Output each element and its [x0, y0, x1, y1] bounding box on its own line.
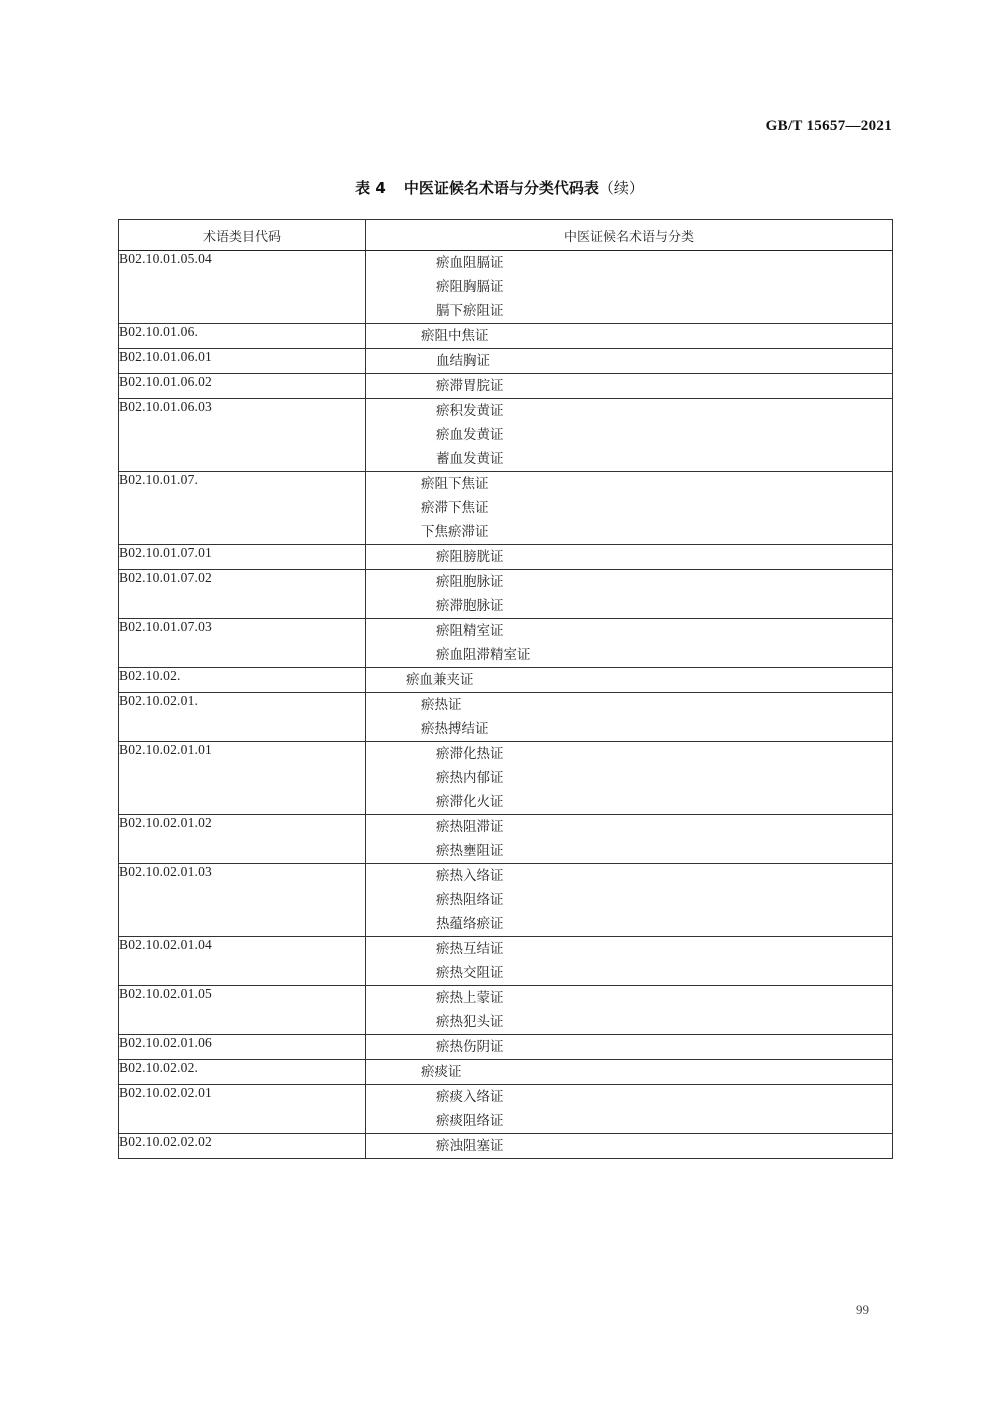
syndrome-term: 瘀痰入络证 [436, 1089, 504, 1105]
syndrome-term: 瘀热搏结证 [421, 721, 489, 737]
terms-cell [366, 815, 893, 864]
table-row [119, 324, 893, 349]
syndrome-term: 膈下瘀阻证 [436, 303, 504, 319]
syndrome-term: 蓄血发黄证 [436, 451, 504, 467]
syndrome-term: 瘀滞胃脘证 [436, 378, 504, 394]
table-body [119, 251, 893, 1159]
category-code: B02.10.01.07.03 [119, 619, 366, 668]
terms-cell [366, 374, 893, 399]
table-row [119, 668, 893, 693]
category-code: B02.10.02.01. [119, 693, 366, 742]
category-code: B02.10.02.01.04 [119, 937, 366, 986]
table-row [119, 986, 893, 1035]
terms-cell [366, 570, 893, 619]
syndrome-term: 瘀浊阻塞证 [436, 1138, 504, 1154]
syndrome-term: 瘀阻精室证 [436, 623, 504, 639]
table-header-row [119, 220, 893, 251]
terms-cell [366, 349, 893, 374]
syndrome-term: 瘀阻胞脉证 [436, 574, 504, 590]
table-caption [0, 177, 999, 198]
terms-cell [366, 399, 893, 472]
terms-cell [366, 986, 893, 1035]
category-code: B02.10.02.02. [119, 1060, 366, 1085]
table-row [119, 937, 893, 986]
syndrome-term: 瘀热内郁证 [436, 770, 504, 786]
table-row [119, 349, 893, 374]
syndrome-term: 瘀血发黄证 [436, 427, 504, 443]
standard-code: GB/T 15657—2021 [765, 118, 892, 134]
terms-cell [366, 1134, 893, 1159]
category-code: B02.10.01.06.02 [119, 374, 366, 399]
terms-cell [366, 693, 893, 742]
terms-cell [366, 864, 893, 937]
syndrome-term: 瘀积发黄证 [436, 403, 504, 419]
column-header-terms: 中医证候名术语与分类 [366, 220, 893, 251]
terms-cell [366, 1060, 893, 1085]
category-code: B02.10.01.06.03 [119, 399, 366, 472]
column-header-code: 术语类目代码 [119, 220, 366, 251]
syndrome-term: 瘀痰证 [421, 1064, 462, 1080]
table-row [119, 693, 893, 742]
terms-cell [366, 472, 893, 545]
table-row [119, 1035, 893, 1060]
category-code: B02.10.01.05.04 [119, 251, 366, 324]
terms-cell [366, 937, 893, 986]
syndrome-term: 瘀热上蒙证 [436, 990, 504, 1006]
syndrome-term: 下焦瘀滞证 [421, 524, 489, 540]
terms-cell [366, 545, 893, 570]
category-code: B02.10.02.01.05 [119, 986, 366, 1035]
terms-cell [366, 1085, 893, 1134]
table-row [119, 742, 893, 815]
terms-cell [366, 668, 893, 693]
table-row [119, 251, 893, 324]
table-row [119, 815, 893, 864]
terms-table [118, 219, 893, 1159]
table-row [119, 472, 893, 545]
table-row [119, 1085, 893, 1134]
category-code: B02.10.01.07.01 [119, 545, 366, 570]
syndrome-term: 瘀热阻络证 [436, 892, 504, 908]
syndrome-term: 瘀阻下焦证 [421, 476, 489, 492]
syndrome-term: 瘀热犯头证 [436, 1014, 504, 1030]
category-code: B02.10.01.07. [119, 472, 366, 545]
table-row [119, 399, 893, 472]
syndrome-term: 瘀阻膀胱证 [436, 549, 504, 565]
category-code: B02.10.02.01.01 [119, 742, 366, 815]
syndrome-term: 瘀血兼夹证 [406, 672, 474, 688]
table-row [119, 1134, 893, 1159]
syndrome-term: 瘀阻中焦证 [421, 328, 489, 344]
syndrome-term: 瘀滞化火证 [436, 794, 504, 810]
syndrome-term: 瘀滞化热证 [436, 746, 504, 762]
terms-cell [366, 742, 893, 815]
terms-cell [366, 1035, 893, 1060]
table-row [119, 619, 893, 668]
syndrome-term: 瘀热交阻证 [436, 965, 504, 981]
category-code: B02.10.02.01.06 [119, 1035, 366, 1060]
category-code: B02.10.01.06. [119, 324, 366, 349]
syndrome-term: 瘀血阻滞精室证 [436, 647, 531, 663]
syndrome-term: 瘀热互结证 [436, 941, 504, 957]
syndrome-term: 热蕴络瘀证 [436, 916, 504, 932]
syndrome-term: 瘀阻胸膈证 [436, 279, 504, 295]
category-code: B02.10.02.02.01 [119, 1085, 366, 1134]
terms-cell [366, 251, 893, 324]
table-row [119, 374, 893, 399]
category-code: B02.10.02.02.02 [119, 1134, 366, 1159]
category-code: B02.10.02.01.03 [119, 864, 366, 937]
category-code: B02.10.01.06.01 [119, 349, 366, 374]
syndrome-term: 瘀滞下焦证 [421, 500, 489, 516]
terms-cell [366, 324, 893, 349]
terms-cell [366, 619, 893, 668]
table-row [119, 570, 893, 619]
syndrome-term: 瘀滞胞脉证 [436, 598, 504, 614]
page-number: 99 [856, 1302, 869, 1317]
syndrome-term: 瘀热入络证 [436, 868, 504, 884]
continued-label: （续） [598, 179, 644, 197]
table-row [119, 545, 893, 570]
category-code: B02.10.01.07.02 [119, 570, 366, 619]
syndrome-term: 瘀热证 [421, 697, 462, 713]
syndrome-term: 瘀热阻滞证 [436, 819, 504, 835]
category-code: B02.10.02.01.02 [119, 815, 366, 864]
table-number: 表 4 [355, 179, 386, 197]
table-row [119, 1060, 893, 1085]
table-row [119, 864, 893, 937]
category-code: B02.10.02. [119, 668, 366, 693]
syndrome-term: 瘀血阻膈证 [436, 255, 504, 271]
syndrome-term: 瘀痰阻络证 [436, 1113, 504, 1129]
syndrome-term: 瘀热伤阴证 [436, 1039, 504, 1055]
syndrome-term: 瘀热壅阻证 [436, 843, 504, 859]
table-title: 中医证候名术语与分类代码表 [403, 179, 599, 197]
syndrome-term: 血结胸证 [436, 353, 490, 369]
